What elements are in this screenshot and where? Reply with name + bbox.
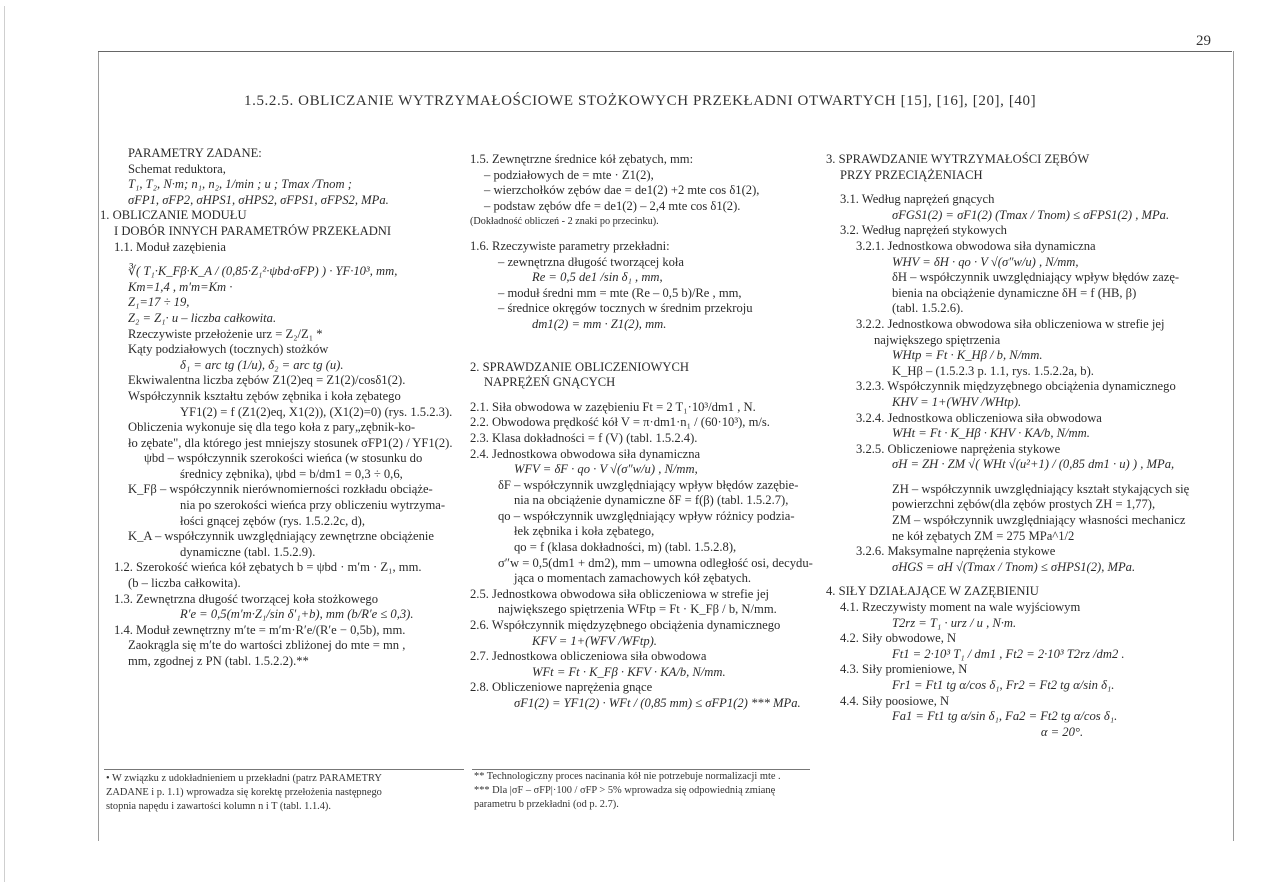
- column3-line: 3.2.1. Jednostkowa obwodowa siła dynamiczna: [856, 238, 1096, 253]
- column1-line: 1.2. Szerokość wieńca kół zębatych b = ψbd · m′m · Z₁, mm.: [114, 560, 422, 575]
- column1-line: T₁, T₂, N·m; n₁, n₂, 1/min ; u ; Tmax /Tnom ;: [128, 177, 352, 192]
- column2-line: – podstaw zębów dfe = de1(2) – 2,4 mte cos δ1(2).: [484, 198, 741, 213]
- column1-line: K_Fβ – współczynnik nierównomierności rozkładu obciąże-: [128, 482, 433, 497]
- column2-line: 2.7. Jednostkowa obliczeniowa siła obwodowa: [470, 649, 707, 664]
- footnote-middle: [474, 770, 814, 812]
- column3-line: 4.3. Siły promieniowe, N: [840, 662, 968, 677]
- column1-line: nia po szerokości wieńca przy obliczeniu wytrzyma-: [180, 498, 446, 513]
- column1-line: ∛( T₁·K_Fβ·K_A / (0,85·Z₁²·ψbd·σFP) ) · YF·10³, mm,: [128, 264, 398, 279]
- column1-line: I DOBÓR INNYCH PARAMETRÓW PRZEKŁADNI: [114, 223, 392, 238]
- column1-line: σFP1, σFP2, σHPS1, σHPS2, σFPS1, σFPS2, MPa.: [128, 192, 389, 207]
- column3-line: T2rz = T₁ · urz / u , N·m.: [892, 615, 1017, 630]
- column2-line: KFV = 1+(WFV /WFtp).: [532, 633, 657, 648]
- column2-line: WFt = Ft · K_Fβ · KFV · KA/b, N/mm.: [532, 664, 726, 679]
- column1-line: Zaokrągla się m′te do wartości zbliżonej do mte = mn ,: [128, 638, 406, 653]
- column1-line: [100, 255, 468, 264]
- column3-line: 3.2.2. Jednostkowa obwodowa siła obliczeniowa w strefie jej: [856, 316, 1165, 331]
- column3-line: Ft1 = 2·10³ T₁ / dm1 , Ft2 = 2·10³ T2rz /dm2 .: [892, 646, 1125, 661]
- column1-line: ło zębate", dla którego jest mniejszy stosunek σFP1(2) / YF1(2).: [128, 435, 453, 450]
- column1-line: 1.3. Zewnętrzna długość tworzącej koła stożkowego: [114, 591, 379, 606]
- column3-line: 4.4. Siły poosiowe, N: [840, 693, 950, 708]
- column2-line: – wierzchołków zębów dae = de1(2) +2 mte cos δ1(2),: [484, 183, 760, 198]
- column1-line: Z₂ = Z₁· u – liczba całkowita.: [128, 310, 277, 325]
- column3-line: PRZY PRZECIĄŻENIACH: [840, 167, 983, 182]
- footnote1-line: ZADANE i p. 1.1) wprowadza się korektę przełożenia następnego: [106, 787, 382, 798]
- column2-line: 1.5. Zewnętrzne średnice kół zębatych, mm:: [470, 152, 694, 166]
- column1-line: K_A – współczynnik uwzględniający zewnętrzne obciążenie: [128, 529, 434, 544]
- column2-line: Re = 0,5 de1 /sin δ₁ , mm,: [532, 270, 663, 285]
- column2-line: łek zębnika i koła zębatego,: [514, 524, 655, 539]
- column2-line: 2.8. Obliczeniowe naprężenia gnące: [470, 680, 653, 695]
- column3-line: 4. SIŁY DZIAŁAJĄCE W ZAZĘBIENIU: [826, 584, 1039, 599]
- column2-line: – moduł średni mm = mte (Re – 0,5 b)/Re , mm,: [498, 285, 742, 300]
- section-title: 1.5.2.5. OBLICZANIE WYTRZYMAŁOŚCIOWE STOŻKOWYCH PRZEKŁADNI OTWARTYCH [15], [16], [20], [40]: [244, 93, 1037, 109]
- column1-line: Rzeczywiste przełożenie urz = Z₂/Z₁ *: [128, 326, 323, 341]
- column3-line: 3.2.3. Współczynnik międzyzębnego obciążenia dynamicznego: [856, 379, 1176, 394]
- column3-line: δH – współczynnik uwzględniający wpływ błędów zazę-: [892, 270, 1180, 285]
- column3-line: 4.2. Siły obwodowe, N: [840, 631, 957, 646]
- column3-line: K_Hβ – (1.5.2.3 p. 1.1, rys. 1.5.2.2a, b).: [892, 363, 1094, 378]
- footnote-rule-left: [104, 769, 464, 770]
- column3-line: ZM – współczynnik uwzględniający własności mechanicz: [892, 513, 1186, 528]
- column1-line: R′e = 0,5(m′m·Z₁/sin δ′₁+b), mm (b/R′e ≤ 0,3).: [180, 607, 414, 622]
- column2-line: 2.6. Współczynnik międzyzębnego obciążenia dynamicznego: [470, 618, 781, 633]
- column3-line: KHV = 1+(WHV /WHtp).: [892, 394, 1022, 409]
- column3-line: [812, 183, 1232, 192]
- column2-line: 2.3. Klasa dokładności = f (V) (tabl. 1.5.2.4).: [470, 430, 698, 445]
- column1-line: 1.4. Moduł zewnętrzny m′te = m′m·R′e/(R′e − 0,5b), mm.: [114, 622, 406, 637]
- column3-line: Fr1 = Ft1 tg α/cos δ₁, Fr2 = Ft2 tg α/sin δ₁.: [892, 678, 1115, 692]
- column1-line: ψbd – współczynnik szerokości wieńca (w stosunku do: [144, 451, 423, 466]
- column3-line: Fa1 = Ft1 tg α/sin δ₁, Fa2 = Ft2 tg α/cos δ₁.: [892, 709, 1118, 724]
- footnote1-line: stopnia napędu i zawartości kolumn n i T (tabl. 1.1.4).: [106, 801, 331, 812]
- column1-line: łości gnącej zębów (rys. 1.5.2.2c, d),: [180, 513, 366, 528]
- footnote-left: [106, 772, 466, 814]
- column1-line: Km=1,4 , m′m=Km ·: [128, 279, 233, 294]
- column3-line: WHV = δH · qo · V √(σ″w/u) , N/mm,: [892, 254, 1079, 269]
- column2-line: jąca o momentach zamachowych kół zębatych.: [514, 571, 752, 586]
- column1-line: Ekwiwalentna liczba zębów Z1(2)eq = Z1(2)/cosδ1(2).: [128, 373, 406, 388]
- column1-line: Schemat reduktora,: [128, 161, 226, 176]
- column2-line: qo – współczynnik uwzględniający wpływ różnicy podzia-: [498, 508, 795, 523]
- column1-line: Obliczenia wykonuje się dla tego koła z pary„zębnik-ko-: [128, 420, 416, 435]
- column1-line: YF1(2) = f (Z1(2)eq, X1(2)), (X1(2)=0) (rys. 1.5.2.3).: [180, 404, 453, 419]
- column2-line: 2.4. Jednostkowa obwodowa siła dynamiczna: [470, 446, 701, 461]
- column1-line: 1.1. Moduł zazębienia: [114, 239, 226, 254]
- column2-line: NAPRĘŻEŃ GNĄCYCH: [484, 375, 616, 390]
- column3-line: 3. SPRAWDZANIE WYTRZYMAŁOŚCI ZĘBÓW: [826, 152, 1090, 166]
- column-2-diameters-and-bending-stress: [470, 152, 820, 712]
- column2-line: [470, 351, 820, 360]
- column3-line: 3.2.5. Obliczeniowe naprężenia stykowe: [856, 441, 1061, 456]
- column2-line: 2.2. Obwodowa prędkość kół V = π·dm1·n₁ / (60·10³), m/s.: [470, 415, 770, 430]
- column2-line: nia na obciążenie dynamiczne δF = f(β) (tabl. 1.5.2.7),: [514, 493, 789, 508]
- column2-line: 2.1. Siła obwodowa w zazębieniu Ft = 2 T₁·10³/dm1 , N.: [470, 399, 756, 414]
- column3-line: [812, 575, 1232, 584]
- column3-line: największego spiętrzenia: [874, 332, 1001, 347]
- page-number: 29: [1196, 33, 1211, 49]
- column1-line: 1. OBLICZANIE MODUŁU: [100, 208, 247, 223]
- column2-line: – średnice okręgów tocznych w średnim przekroju: [498, 301, 753, 316]
- column3-line: 3.2.6. Maksymalne naprężenia stykowe: [856, 544, 1056, 559]
- column3-line: 3.2.4. Jednostkowa obliczeniowa siła obwodowa: [856, 410, 1102, 425]
- column3-line: ZH – współczynnik uwzględniający kształt stykających się: [892, 481, 1190, 496]
- column3-line: 3.2. Według naprężeń stykowych: [840, 223, 1007, 238]
- column2-line: [470, 230, 820, 239]
- column3-line: [812, 473, 1232, 482]
- column2-line: qo = f (klasa dokładności, m) (tabl. 1.5.2.8),: [514, 540, 737, 555]
- column2-line: WFV = δF · qo · V √(σ″w/u) , N/mm,: [514, 462, 698, 477]
- column-1-given-parameters-and-module: [100, 146, 468, 670]
- column3-line: ne kół zębatych ZM = 275 MPa^1/2: [892, 528, 1075, 543]
- footnote2-line: ** Technologiczny proces nacinania kół nie potrzebuje normalizacji mte .: [474, 771, 781, 782]
- column2-line: 1.6. Rzeczywiste parametry przekładni:: [470, 238, 670, 253]
- column1-line: Współczynnik kształtu zębów zębnika i koła zębatego: [128, 388, 401, 403]
- column3-line: WHtp = Ft · K_Hβ / b, N/mm.: [892, 348, 1043, 363]
- column2-line: – zewnętrzna długość tworzącej koła: [498, 254, 685, 269]
- column2-line: δF – współczynnik uwzględniający wpływ błędów zazębie-: [498, 477, 799, 492]
- column3-line: 3.1. Według naprężeń gnących: [840, 192, 995, 207]
- column2-line: σF1(2) = YF1(2) · WFt / (0,85 mm) ≤ σFP1(2) *** MPa.: [514, 696, 801, 710]
- column1-line: mm, zgodnej z PN (tabl. 1.5.2.2).**: [128, 654, 309, 668]
- column3-line: σFGS1(2) = σF1(2) (Tmax / Tnom) ≤ σFPS1(2) , MPa.: [892, 207, 1170, 222]
- column1-line: średnicy zębnika), ψbd = b/dm1 = 0,3 ÷ 0,6,: [180, 466, 403, 481]
- column2-line: – podziałowych de = mte · Z1(2),: [484, 167, 654, 182]
- column2-line: 2.5. Jednostkowa obwodowa siła obliczeniowa w strefie jej: [470, 586, 770, 601]
- column2-line: (Dokładność obliczeń - 2 znaki po przecinku).: [470, 216, 659, 228]
- column3-line: α = 20°.: [1040, 724, 1084, 739]
- column2-line: [470, 333, 820, 351]
- column3-line: 4.1. Rzeczywisty moment na wale wyjściowym: [840, 600, 1081, 615]
- column2-line: σ″w = 0,5(dm1 + dm2), mm – umowna odległość osi, decydu-: [498, 555, 813, 570]
- column1-line: Z₁=17 ÷ 19,: [128, 295, 190, 310]
- column1-line: dynamiczne (tabl. 1.5.2.9).: [180, 544, 316, 559]
- column1-line: (b – liczba całkowita).: [128, 576, 241, 591]
- column3-line: σHGS = σH √(Tmax / Tnom) ≤ σHPS1(2), MPa.: [892, 559, 1136, 574]
- column1-line: Kąty podziałowych (tocznych) stożków: [128, 342, 329, 357]
- column2-line: dm1(2) = mm · Z1(2), mm.: [532, 316, 667, 331]
- column2-line: [470, 391, 820, 400]
- column3-line: powierzchni zębów(dla zębów prostych ZH = 1,77),: [892, 497, 1156, 512]
- column3-line: bienia na obciążenie dynamiczne δH = f (HB, β): [892, 285, 1137, 300]
- footnote1-line: • W związku z udokładnieniem u przekładni (patrz PARAMETRY: [106, 773, 382, 784]
- footnote2-line: *** Dla |σF – σFP|·100 / σFP > 5% wprowadza się odpowiednią zmianę: [474, 785, 776, 796]
- column2-line: 2. SPRAWDZANIE OBLICZENIOWYCH: [470, 359, 690, 374]
- column3-line: σH = ZH · ZM √( WHt √(u²+1) / (0,85 dm1 · u) ) , MPa,: [892, 457, 1175, 472]
- column3-line: WHt = Ft · K_Hβ · KHV · KA/b, N/mm.: [892, 426, 1090, 441]
- column1-line: PARAMETRY ZADANE:: [128, 146, 262, 160]
- column3-line: (tabl. 1.5.2.6).: [892, 301, 964, 316]
- footnote2-line: parametru b przekładni (od p. 2.7).: [474, 799, 619, 810]
- column1-line: δ₁ = arc tg (1/u), δ₂ = arc tg (u).: [180, 357, 344, 372]
- header-rule: [98, 51, 1232, 52]
- column2-line: największego spiętrzenia WFtp = Ft · K_Fβ / b, N/mm.: [498, 602, 777, 617]
- column-3-overload-and-forces: [812, 152, 1232, 740]
